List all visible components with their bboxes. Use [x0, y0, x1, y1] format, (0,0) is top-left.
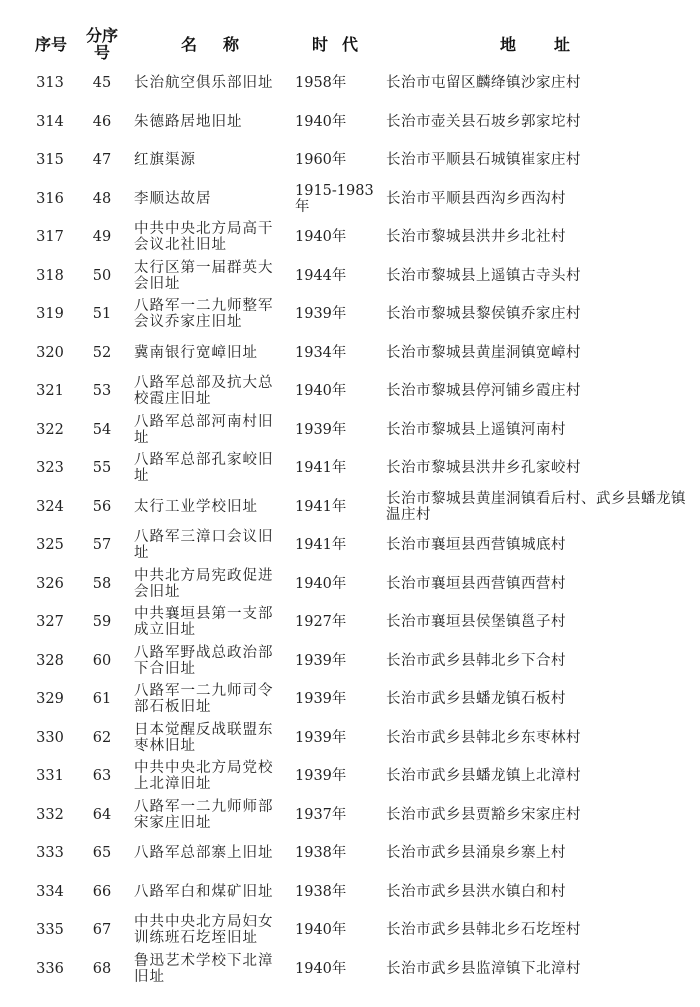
cell-seq: 317	[36, 229, 64, 246]
cell-name: 鲁迅艺术学校下北漳旧址	[134, 952, 274, 985]
cell-era: 1944年	[295, 267, 347, 284]
cell-address: 长治市武乡县韩北乡下合村	[386, 652, 566, 669]
cell-address: 长治市黎城县黎侯镇乔家庄村	[386, 306, 581, 323]
cell-sub-seq: 59	[92, 614, 112, 631]
cell-era: 1927年	[295, 614, 347, 631]
cell-sub-seq: 64	[92, 806, 112, 823]
header-address: 地址	[499, 34, 608, 54]
cell-name: 八路军总部河南村旧址	[134, 413, 274, 446]
cell-sub-seq: 68	[92, 960, 112, 977]
cell-seq: 328	[36, 652, 64, 669]
cell-era: 1938年	[295, 883, 347, 900]
cell-sub-seq: 62	[92, 729, 112, 746]
cell-address: 长治市武乡县韩北乡石圪垤村	[386, 922, 581, 939]
cell-seq: 330	[36, 729, 64, 746]
cell-sub-seq: 48	[92, 190, 112, 207]
header-sub-seq	[80, 20, 124, 68]
cell-seq: 323	[36, 460, 64, 477]
cell-seq: 333	[36, 845, 64, 862]
cell-name: 中共中央北方局党校上北漳旧址	[134, 760, 274, 793]
cell-era: 1940年	[295, 383, 347, 400]
cell-sub-seq: 51	[92, 306, 112, 323]
cell-era: 1941年	[295, 537, 347, 554]
header-name: 名称	[180, 34, 265, 54]
cell-sub-seq: 54	[92, 421, 112, 438]
cell-era: 1940年	[295, 113, 347, 130]
cell-era: 1960年	[295, 152, 347, 169]
table-row	[0, 218, 700, 257]
table-row	[0, 565, 700, 604]
cell-address: 长治市襄垣县侯堡镇邕子村	[386, 614, 566, 631]
table-row	[0, 680, 700, 719]
cell-name: 八路军白和煤矿旧址	[134, 883, 274, 900]
cell-address: 长治市襄垣县西营镇西营村	[386, 575, 566, 592]
cell-seq: 332	[36, 806, 64, 823]
cell-address: 长治市黎城县上遥镇古寺头村	[386, 267, 581, 284]
cell-address: 长治市武乡县涌泉乡寨上村	[386, 845, 566, 862]
table-row	[0, 103, 700, 142]
cell-era: 1939年	[295, 652, 347, 669]
cell-seq: 327	[36, 614, 64, 631]
cell-address: 长治市武乡县韩北乡东枣林村	[386, 729, 581, 746]
cell-era: 1939年	[295, 306, 347, 323]
cell-address: 长治市平顺县西沟乡西沟村	[386, 190, 566, 207]
cell-seq: 314	[36, 113, 64, 130]
cell-name: 八路军三漳口会议旧址	[134, 529, 274, 562]
cell-sub-seq: 67	[92, 922, 112, 939]
cell-name: 太行区第一届群英大会旧址	[134, 259, 274, 292]
cell-address: 长治市武乡县监漳镇下北漳村	[386, 960, 581, 977]
table-row	[0, 911, 700, 950]
cell-sub-seq: 58	[92, 575, 112, 592]
cell-seq: 320	[36, 344, 64, 361]
cell-seq: 334	[36, 883, 64, 900]
cell-era: 1941年	[295, 498, 347, 515]
cell-address: 长治市武乡县蟠龙镇上北漳村	[386, 768, 581, 785]
cell-name: 红旗渠源	[134, 152, 196, 169]
cell-sub-seq: 65	[92, 845, 112, 862]
cell-era: 1938年	[295, 845, 347, 862]
header-seq: 序号	[34, 34, 67, 54]
table-row	[0, 834, 700, 873]
cell-address: 长治市平顺县石城镇崔家庄村	[386, 152, 581, 169]
cell-seq: 316	[36, 190, 64, 207]
cell-address: 长治市黎城县洪井乡北社村	[386, 229, 566, 246]
cell-era: 1939年	[295, 768, 347, 785]
table-row	[0, 141, 700, 180]
cell-sub-seq: 53	[92, 383, 112, 400]
table-row	[0, 603, 700, 642]
cell-name: 中共中央北方局妇女训练班石圪垤旧址	[134, 914, 274, 947]
cell-sub-seq: 66	[92, 883, 112, 900]
cell-era: 1915-1983年	[295, 182, 374, 215]
table-row	[0, 295, 700, 334]
cell-sub-seq: 57	[92, 537, 112, 554]
cell-era: 1937年	[295, 806, 347, 823]
cell-sub-seq: 47	[92, 152, 112, 169]
cell-address: 长治市屯留区麟绛镇沙家庄村	[386, 75, 581, 92]
table-row	[0, 757, 700, 796]
table-row	[0, 488, 700, 527]
cell-name: 冀南银行宽嶂旧址	[134, 344, 258, 361]
table-row	[0, 950, 700, 989]
cell-address: 长治市武乡县贾豁乡宋家庄村	[386, 806, 581, 823]
table-row	[0, 64, 700, 103]
table-row	[0, 449, 700, 488]
cell-sub-seq: 61	[92, 691, 112, 708]
cell-seq: 329	[36, 691, 64, 708]
cell-address: 长治市黎城县停河铺乡霞庄村	[386, 383, 581, 400]
header-sub-seq-label: 分序号	[85, 26, 118, 62]
cell-sub-seq: 45	[92, 75, 112, 92]
table-row	[0, 796, 700, 835]
cell-seq: 326	[36, 575, 64, 592]
table-row	[0, 642, 700, 681]
cell-seq: 315	[36, 152, 64, 169]
table-row	[0, 372, 700, 411]
cell-address: 长治市武乡县蟠龙镇石板村	[386, 691, 566, 708]
cell-address: 长治市黎城县上遥镇河南村	[386, 421, 566, 438]
cell-address: 长治市武乡县洪水镇白和村	[386, 883, 566, 900]
cell-seq: 319	[36, 306, 64, 323]
cell-sub-seq: 52	[92, 344, 112, 361]
cell-name: 中共北方局宪政促进会旧址	[134, 567, 274, 600]
cell-address: 长治市壶关县石坡乡郭家坨村	[386, 113, 581, 130]
table-row	[0, 526, 700, 565]
cell-era: 1934年	[295, 344, 347, 361]
header-era: 时代	[311, 34, 372, 54]
cell-name: 八路军一二九师整军会议乔家庄旧址	[134, 298, 274, 331]
cell-seq: 324	[36, 498, 64, 515]
cell-sub-seq: 49	[92, 229, 112, 246]
cell-seq: 322	[36, 421, 64, 438]
cell-address: 长治市黎城县黄崖洞镇宽嶂村	[386, 344, 581, 361]
cell-seq: 331	[36, 768, 64, 785]
cell-era: 1941年	[295, 460, 347, 477]
cell-sub-seq: 63	[92, 768, 112, 785]
cell-name: 李顺达故居	[134, 190, 212, 207]
cell-seq: 313	[36, 75, 64, 92]
cell-seq: 321	[36, 383, 64, 400]
cell-seq: 335	[36, 922, 64, 939]
cell-era: 1958年	[295, 75, 347, 92]
cell-name: 长治航空俱乐部旧址	[134, 75, 274, 92]
cell-address: 长治市襄垣县西营镇城底村	[386, 537, 566, 554]
cell-seq: 336	[36, 960, 64, 977]
table-row	[0, 873, 700, 912]
cell-sub-seq: 60	[92, 652, 112, 669]
cell-name: 八路军一二九师司令部石板旧址	[134, 683, 274, 716]
cell-era: 1940年	[295, 229, 347, 246]
cell-era: 1940年	[295, 575, 347, 592]
cell-sub-seq: 55	[92, 460, 112, 477]
cell-name: 八路军一二九师师部宋家庄旧址	[134, 798, 274, 831]
cell-era: 1939年	[295, 729, 347, 746]
cell-name: 中共中央北方局高干会议北社旧址	[134, 221, 274, 254]
cell-era: 1940年	[295, 922, 347, 939]
cell-era: 1940年	[295, 960, 347, 977]
cell-sub-seq: 56	[92, 498, 112, 515]
cell-seq: 318	[36, 267, 64, 284]
cell-name: 太行工业学校旧址	[134, 498, 258, 515]
cell-address: 长治市黎城县黄崖洞镇看后村、武乡县蟠龙镇温庄村	[386, 490, 686, 523]
cell-name: 八路军野战总政治部下合旧址	[134, 644, 274, 677]
table-row	[0, 411, 700, 450]
cell-sub-seq: 50	[92, 267, 112, 284]
cell-name: 日本觉醒反战联盟东枣林旧址	[134, 721, 274, 754]
table-row	[0, 719, 700, 758]
cell-sub-seq: 46	[92, 113, 112, 130]
table-row	[0, 180, 700, 219]
cell-name: 中共襄垣县第一支部成立旧址	[134, 606, 274, 639]
cell-seq: 325	[36, 537, 64, 554]
cell-name: 八路军总部孔家峧旧址	[134, 452, 274, 485]
cell-name: 八路军总部寨上旧址	[134, 845, 274, 862]
cell-era: 1939年	[295, 421, 347, 438]
table-row	[0, 257, 700, 296]
cell-name: 八路军总部及抗大总校霞庄旧址	[134, 375, 274, 408]
cell-name: 朱德路居地旧址	[134, 113, 243, 130]
cell-era: 1939年	[295, 691, 347, 708]
table-row	[0, 334, 700, 373]
cell-address: 长治市黎城县洪井乡孔家峧村	[386, 460, 581, 477]
